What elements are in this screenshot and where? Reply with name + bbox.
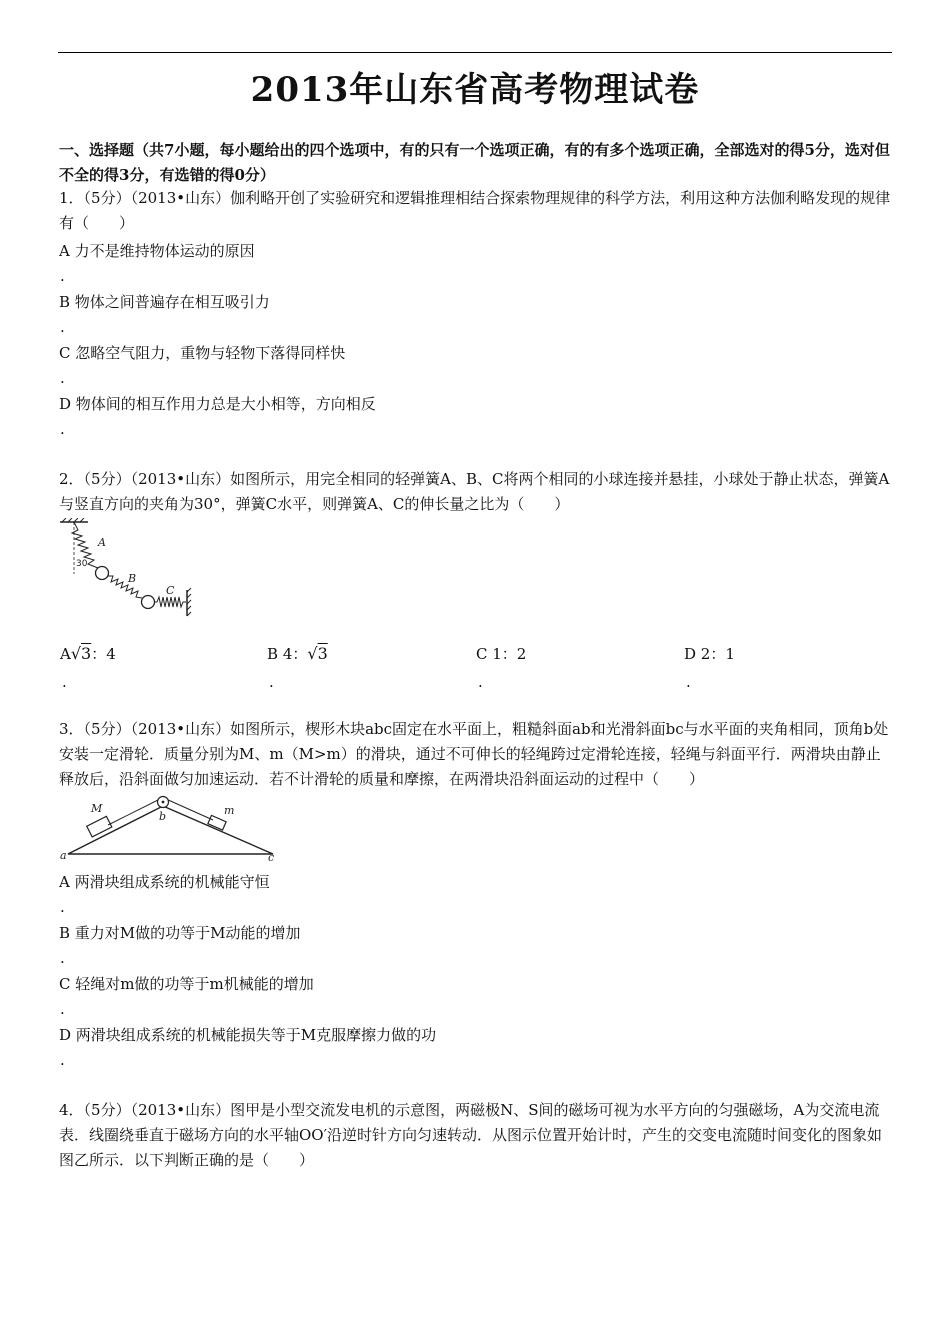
q3-option-b: B 重力对M做的功等于M动能的增加 [59,924,301,942]
section-heading: 一、选择题（共7小题，每小题给出的四个选项中，有的只有一个选项正确，有的有多个选项正确，全部选对的得5分，选对但不全的得3分，有选错的得0分） [59,141,890,184]
q2-spring-figure [58,518,198,618]
q3-option-d: D 两滑块组成系统的机械能损失等于M克服摩擦力做的功 [59,1026,437,1044]
spring-a-label: A [98,536,106,549]
vertex-a-label: a [60,849,67,862]
q3-wedge-figure [58,792,288,864]
q3-stem: 3．（5分）（2013•山东）如图所示，楔形木块abc固定在水平面上，粗糙斜面ab和光滑斜面bc与水平面的夹角相同，顶角b处安装一定滑轮．质量分别为M、m（M>m）的滑块，通过不可伸长的轻绳跨过定滑轮连接，轻绳与斜面平行．两滑块由静止释放后，沿斜面做匀加速运动．若不计滑轮的质量和摩擦，在两滑块沿斜面运动的过程中（ ） [59,720,889,788]
option-dot: . [60,369,65,387]
option-dot: . [62,673,67,691]
q1-stem: 1．（5分）（2013•山东）伽利略开创了实验研究和逻辑推理相结合探索物理规律的科学方法，利用这种方法伽利略发现的规律有（ ） [59,189,891,232]
q2-option-d: D 2：1 [684,645,735,663]
sqrt3-symbol: √3 [307,644,328,663]
page-title: 2013年山东省高考物理试卷 [250,70,700,110]
q1-option-c: C 忽略空气阻力，重物与轻物下落得同样快 [59,344,346,362]
q2-option-b [267,643,328,665]
vertex-b-label: b [159,810,167,823]
option-dot: . [60,1051,65,1069]
q2-option-a-letter: A [60,645,71,663]
sqrt3-symbol: √3 [70,644,92,663]
q2-option-b-letter: B [267,645,279,663]
q2-option-a [60,643,116,665]
option-dot: . [269,673,274,691]
q3-option-a: A 两滑块组成系统的机械能守恒 [59,873,270,891]
q2-stem: 2．（5分）（2013•山东）如图所示，用完全相同的轻弹簧A、B、C将两个相同的小球连接并悬挂，小球处于静止状态，弹簧A与竖直方向的夹角为30°，弹簧C水平，则弹簧A、C的伸长量之比为（ ） [59,470,890,513]
option-dot: . [60,949,65,967]
block-m-big-label: M [91,802,103,815]
q1-option-a: A 力不是维持物体运动的原因 [59,242,255,260]
option-dot: . [60,420,65,438]
angle-label: 30 [76,559,88,569]
q3-option-c: C 轻绳对m做的功等于m机械能的增加 [59,975,314,993]
option-dot: . [478,673,483,691]
q2-option-a-rest: ：4 [91,645,116,663]
vertex-c-label: c [268,851,275,864]
q2-option-b-rest: 4： [282,645,308,663]
option-dot: . [60,898,65,916]
q2-option-c: C 1：2 [476,645,527,663]
spring-c-label: C [166,584,175,597]
option-dot: . [60,318,65,336]
spring-b-label: B [128,572,137,585]
q1-option-d: D 物体间的相互作用力总是大小相等，方向相反 [59,395,376,413]
top-rule [58,52,892,53]
option-dot: . [60,1000,65,1018]
option-dot: . [60,267,65,285]
option-dot: . [686,673,691,691]
q4-stem: 4．（5分）（2013•山东）图甲是小型交流发电机的示意图，两磁极N、S间的磁场可视为水平方向的匀强磁场，A为交流电流表．线圈绕垂直于磁场方向的水平轴OO′沿逆时针方向匀速转动．从图示位置开始计时，产生的交变电流随时间变化的图象如图乙所示．以下判断正确的是（ ） [59,1101,883,1169]
block-m-small-label: m [224,804,235,817]
q1-option-b: B 物体之间普遍存在相互吸引力 [59,293,270,311]
